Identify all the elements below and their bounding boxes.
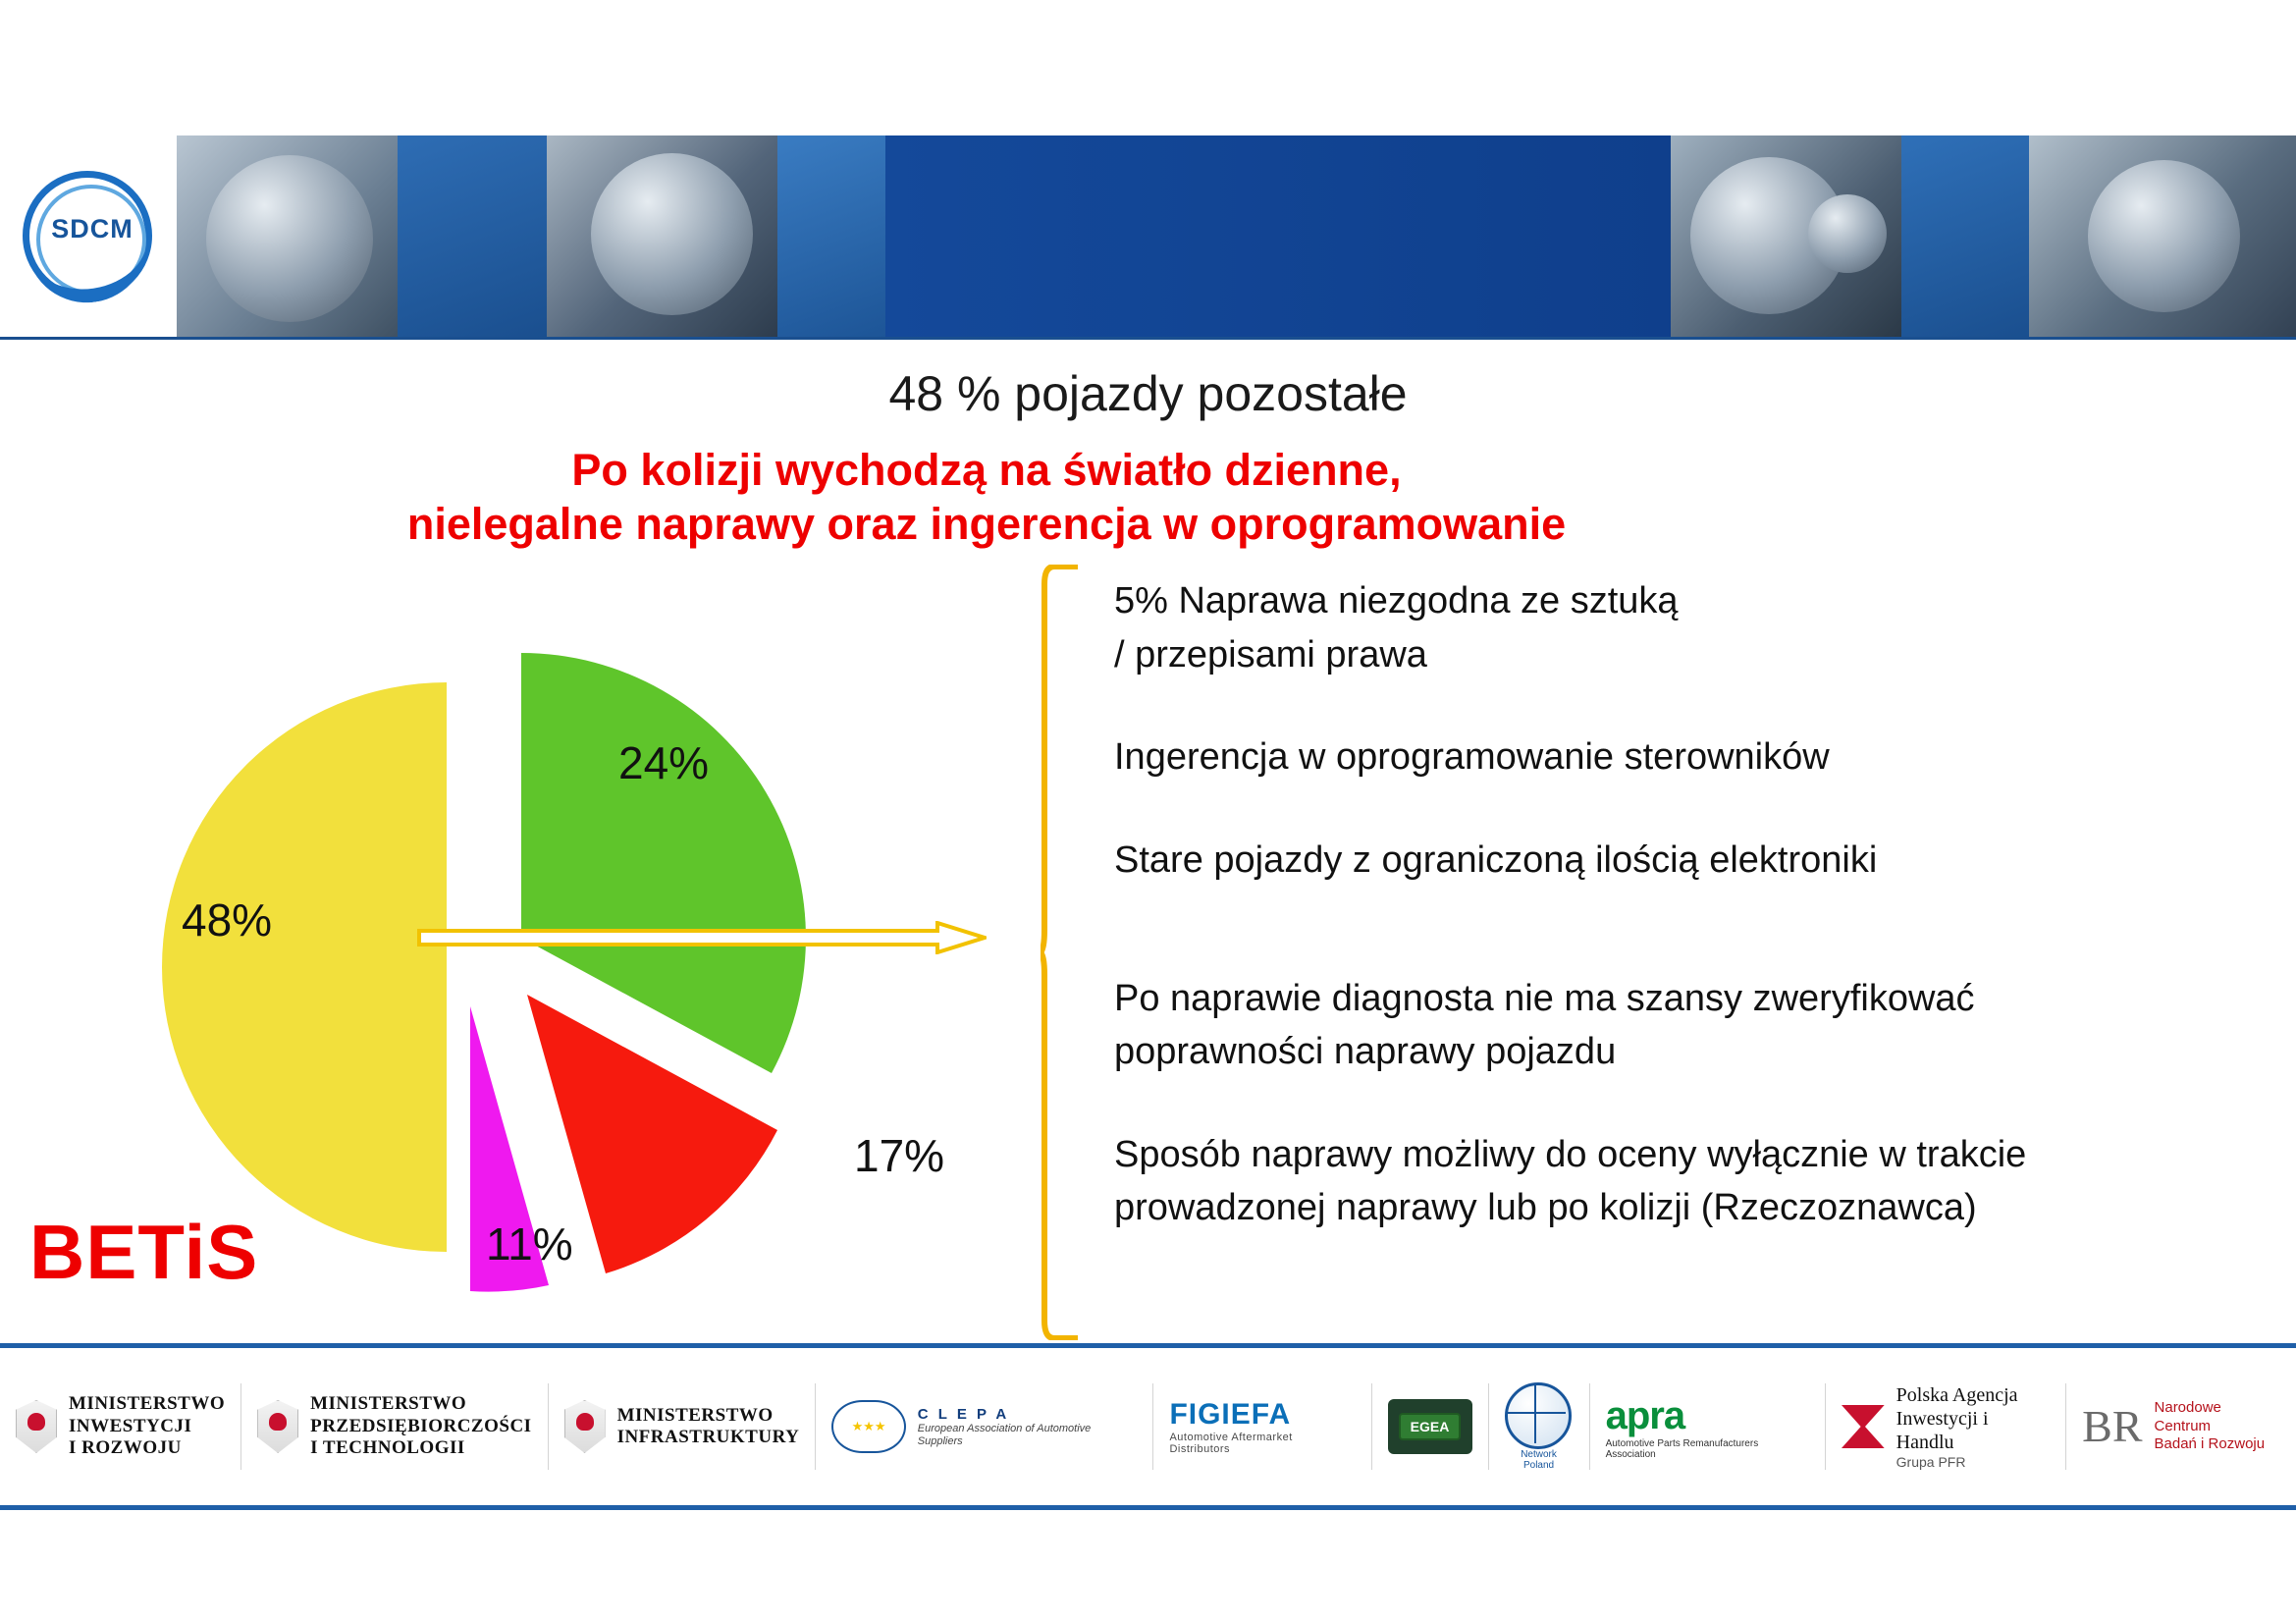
betis-brand: BETiS [29, 1209, 259, 1295]
bullet-4-line1: Po naprawie diagnosta nie ma szansy zweryfikować [1114, 977, 1975, 1019]
eu-stars-icon: ★★★ [831, 1400, 905, 1453]
logo-ministerstwo-przedsiebiorczosci-text: MINISTERSTWO PRZEDSIĘBIORCZOŚCI I TECHNOLOGII [310, 1393, 532, 1459]
eagle-crest-icon [16, 1400, 57, 1453]
logo-ncbr-text: Narodowe Centrum Badań i Rozwoju [2154, 1398, 2266, 1453]
bullet-1-line2: / przepisami prawa [1114, 633, 1427, 676]
right-brace [1041, 565, 1080, 1340]
logo-figiefa-text: FIGIEFA Automotive Aftermarket Distributors [1169, 1398, 1293, 1455]
logo-ministerstwo-infrastruktury [549, 1373, 816, 1481]
logo-figiefa [1153, 1373, 1370, 1481]
logo-global-compact [1489, 1373, 1589, 1481]
logo-ministerstwo-infrastruktury-text: MINISTERSTWO INFRASTRUKTURY [616, 1404, 800, 1447]
bullet-3: Stare pojazdy z ograniczoną ilością elektroniki [1114, 838, 1878, 881]
banner-photo-cap [2029, 135, 2296, 337]
eagle-crest-icon [257, 1400, 298, 1453]
logo-ncbr [2066, 1373, 2296, 1481]
right-brace-shape [1041, 567, 1078, 1338]
flow-arrow [417, 921, 987, 954]
pie-label-24: 24% [618, 737, 710, 788]
logo-paih [1826, 1373, 2065, 1481]
sdcm-logo-icon [15, 163, 162, 310]
ncbr-mark-icon: BR [2082, 1401, 2143, 1452]
footer-logos [0, 1348, 2296, 1505]
bullet-5-line2: prowadzonej naprawy lub po kolizji (Rzeczoznawca) [1114, 1187, 1977, 1229]
logo-ministerstwo-rozwoju-text: MINISTERSTWO INWESTYCJI I ROZWOJU [69, 1393, 226, 1459]
logo-clepa-text: C L E P A European Association of Automotive Suppliers [917, 1405, 1092, 1447]
page-subtitle-line2: nielegalne naprawy oraz ingerencja w oprogramowanie [406, 498, 1567, 549]
flow-arrow-shape [419, 923, 985, 952]
logo-apra-text: apra Automotive Parts Remanufacturers Association [1605, 1393, 1759, 1460]
bullet-2: Ingerencja w oprogramowanie sterowników [1114, 736, 1830, 779]
logo-global-compact-inner: Network Poland [1505, 1382, 1574, 1471]
banner-photo-brake [547, 135, 777, 337]
pie-label-11: 11% [486, 1218, 573, 1270]
logo-ministerstwo-rozwoju [0, 1373, 240, 1481]
paih-mark-icon [1842, 1405, 1885, 1448]
logo-egea [1372, 1373, 1488, 1481]
congress-banner [0, 135, 2296, 340]
globe-icon [1505, 1382, 1572, 1449]
eagle-crest-icon [564, 1400, 606, 1453]
bullet-1-line1: 5% Naprawa niezgodna ze sztuką [1114, 580, 1679, 622]
pie-label-17: 17% [854, 1130, 945, 1181]
pie-label-48: 48% [182, 894, 273, 946]
logo-clepa [816, 1373, 1152, 1481]
banner-divider-2 [777, 135, 885, 337]
egea-badge-icon: EGEA [1388, 1399, 1472, 1454]
banner-divider-3 [1901, 135, 2029, 337]
bullet-5-line1: Sposób naprawy możliwy do oceny wyłącznie w trakcie [1114, 1133, 2027, 1175]
banner-photo-engine [177, 135, 398, 337]
sdcm-logo [0, 135, 177, 337]
bullet-list [1114, 577, 2272, 1266]
logo-paih-text: Polska Agencja Inwestycji i Handlu Grupa PFR [1896, 1384, 2018, 1470]
sdcm-logo-text: SDCM [51, 213, 133, 243]
logo-apra [1590, 1373, 1825, 1481]
pie-slice-24[interactable] [521, 653, 806, 1073]
page-title: 48 % pojazdy pozostałe [888, 366, 1408, 421]
pie-slice-48[interactable] [162, 682, 447, 1252]
bullet-4-line2: poprawności naprawy pojazdu [1114, 1031, 1617, 1073]
page-subtitle-line1: Po kolizji wychodzą na światło dzienne, [571, 445, 1402, 495]
banner-title-area [885, 135, 1671, 337]
footer-divider-bottom [0, 1505, 2296, 1510]
page-subtitle [0, 444, 1973, 552]
banner-divider-1 [398, 135, 547, 337]
logo-ministerstwo-przedsiebiorczosci [241, 1373, 547, 1481]
banner-photo-belt [1671, 135, 1901, 337]
